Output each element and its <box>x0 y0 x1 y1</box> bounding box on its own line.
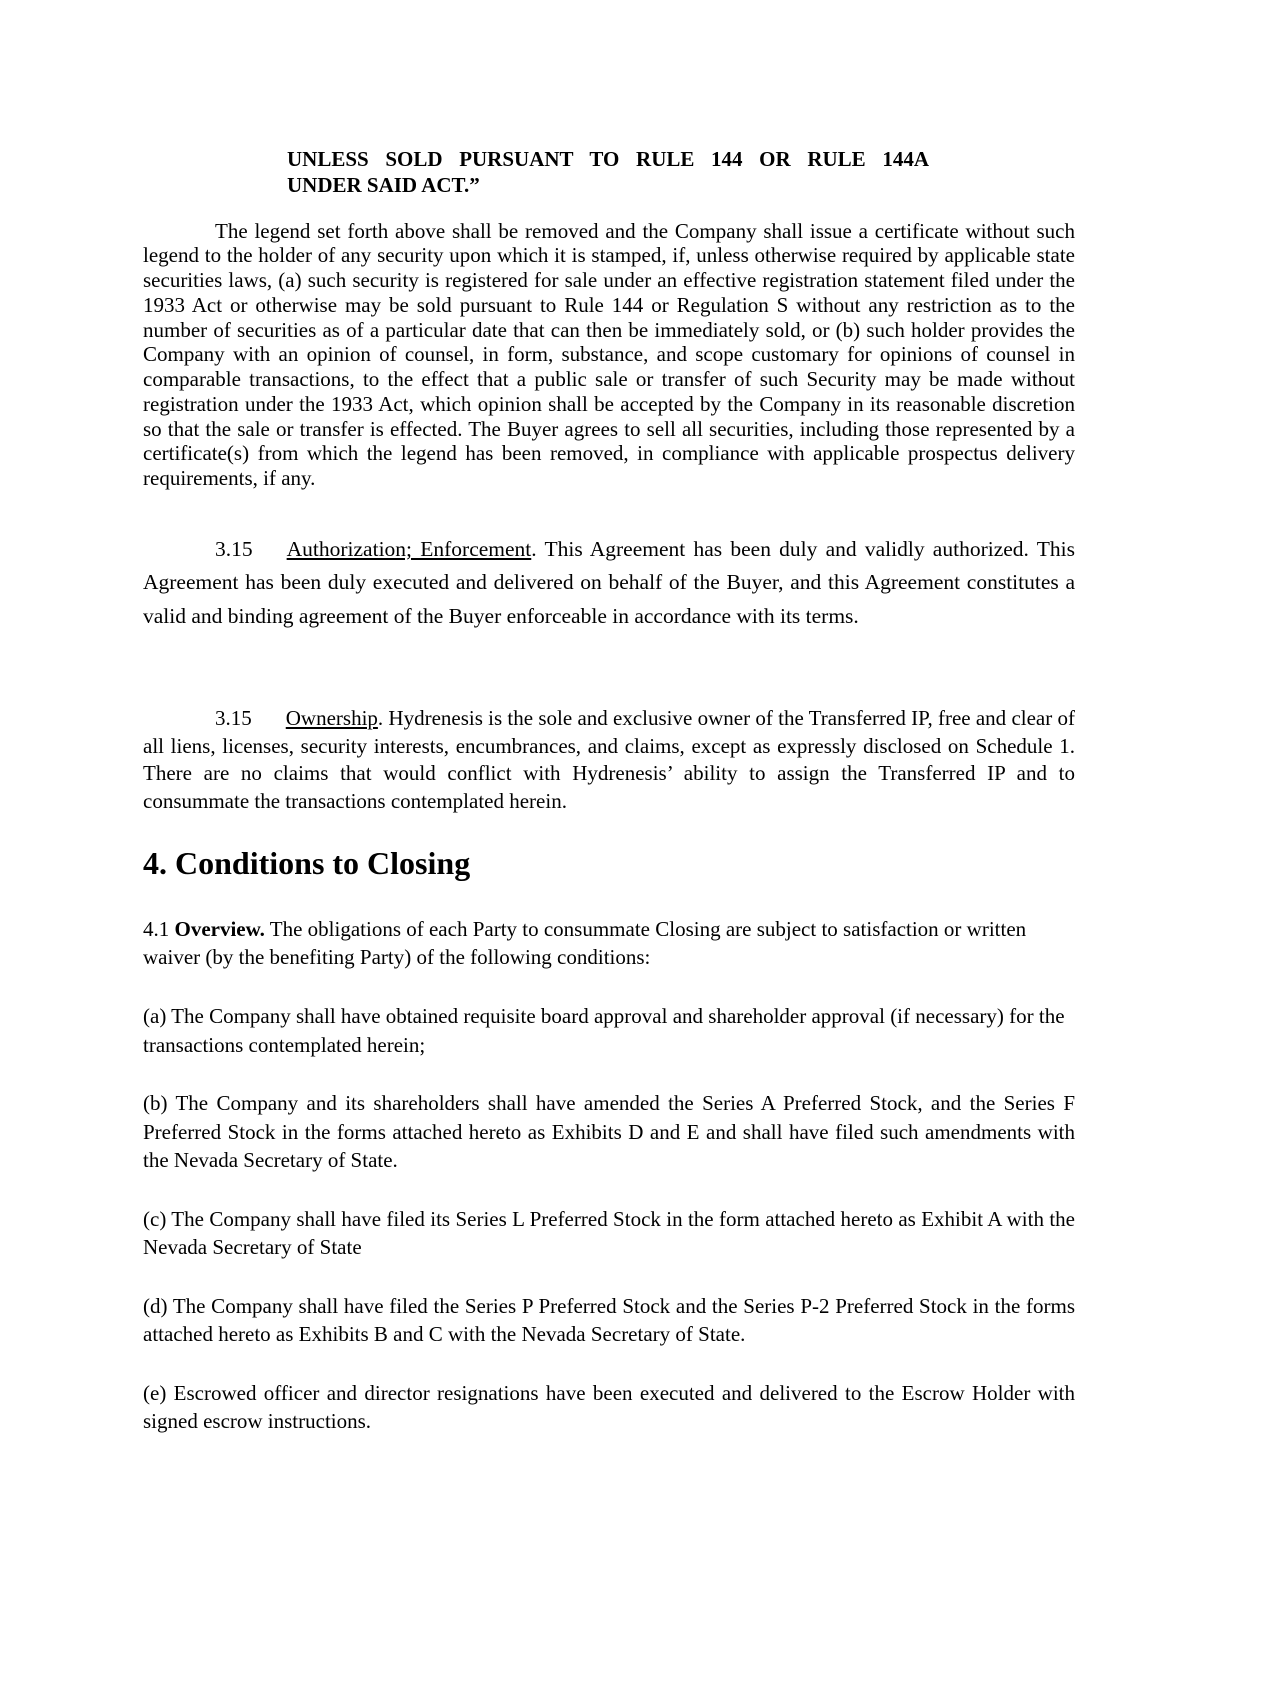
condition-item-c: (c) The Company shall have filed its Series L Preferred Stock in the form attached hereto as Exhibit A with the Nevada Secretary of State <box>143 1206 1075 1260</box>
section-3-15-ownership <box>143 705 1075 816</box>
condition-item-a: (a) The Company shall have obtained requisite board approval and shareholder approval (if necessary) for the transactions contemplated herein; <box>143 1004 1065 1057</box>
condition-item-e: (e) Escrowed officer and director resignations have been executed and delivered to the Escrow Holder with signed escrow instructions. <box>143 1380 1075 1434</box>
condition-item-b: (b) The Company and its shareholders shall have amended the Series A Preferred Stock, and the Series F Preferred Stock in the forms attached hereto as Exhibits D and E and shall have filed such amendments with the Nevada Secretary of State. <box>143 1091 1075 1173</box>
overview-body-text: The obligations of each Party to consummate Closing are subject to satisfaction or written waiver (by the benefiting Party) of the following conditions: <box>143 916 1027 970</box>
overview-label: Overview. <box>174 916 265 941</box>
section-4-1-overview <box>143 915 1075 972</box>
legend-removal-paragraph: The legend set forth above shall be removed and the Company shall issue a certificate without such legend to the holder of any security upon which it is stamped, if, unless otherwise required by applicable state securities laws, (a) such security is registered for sale under an effective registration statement filed under the 1933 Act or otherwise may be sold pursuant to Rule 144 or Regulation S without any restriction as to the number of securities as of a particular date that can then be immediately sold, or (b) such holder provides the Company with an opinion of counsel, in form, substance, and scope customary for opinions of counsel in comparable transactions, to the effect that a public sale or transfer of such Security may be made without registration under the 1933 Act, which opinion shall be accepted by the Company in its reasonable discretion so that the sale or transfer is effected. The Buyer agrees to sell all securities, including those represented by a certificate(s) from which the legend has been removed, in compliance with applicable prospectus delivery requirements, if any. <box>143 218 1075 491</box>
section-body-text: . This Agreement has been duly and validly authorized. This Agreement has been duly executed and delivered on behalf of the Buyer, and this Agreement constitutes a valid and binding agreement of the Buyer enforceable in accordance with its terms. <box>143 536 1075 628</box>
overview-number: 4.1 <box>143 916 170 941</box>
legend-quote-line-1: UNLESS SOLD PURSUANT TO RULE 144 OR RULE 144A <box>287 147 929 171</box>
condition-item-d: (d) The Company shall have filed the Series P Preferred Stock and the Series P-2 Preferred Stock in the forms attached hereto as Exhibits B and C with the Nevada Secretary of State. <box>143 1293 1075 1347</box>
section-number: 3.15 <box>215 705 252 730</box>
section-number: 3.15 <box>215 536 253 561</box>
section-title: Ownership <box>285 705 378 730</box>
legend-quote-line-2: UNDER SAID ACT.” <box>287 173 480 198</box>
section-body-text: . Hydrenesis is the sole and exclusive owner of the Transferred IP, free and clear of all liens, licenses, security interests, encumbrances, and claims, except as expressly disclosed on Schedule 1. There are no claims that would conflict with Hydrenesis’ ability to assign the Transferred IP and to consummate the transactions contemplated herein. <box>143 705 1075 814</box>
securities-legend-quote <box>287 146 929 199</box>
section-4-heading: 4. Conditions to Closing <box>143 844 471 881</box>
section-title: Authorization; Enforcement <box>286 536 532 561</box>
section-3-15-authorization <box>143 533 1075 633</box>
